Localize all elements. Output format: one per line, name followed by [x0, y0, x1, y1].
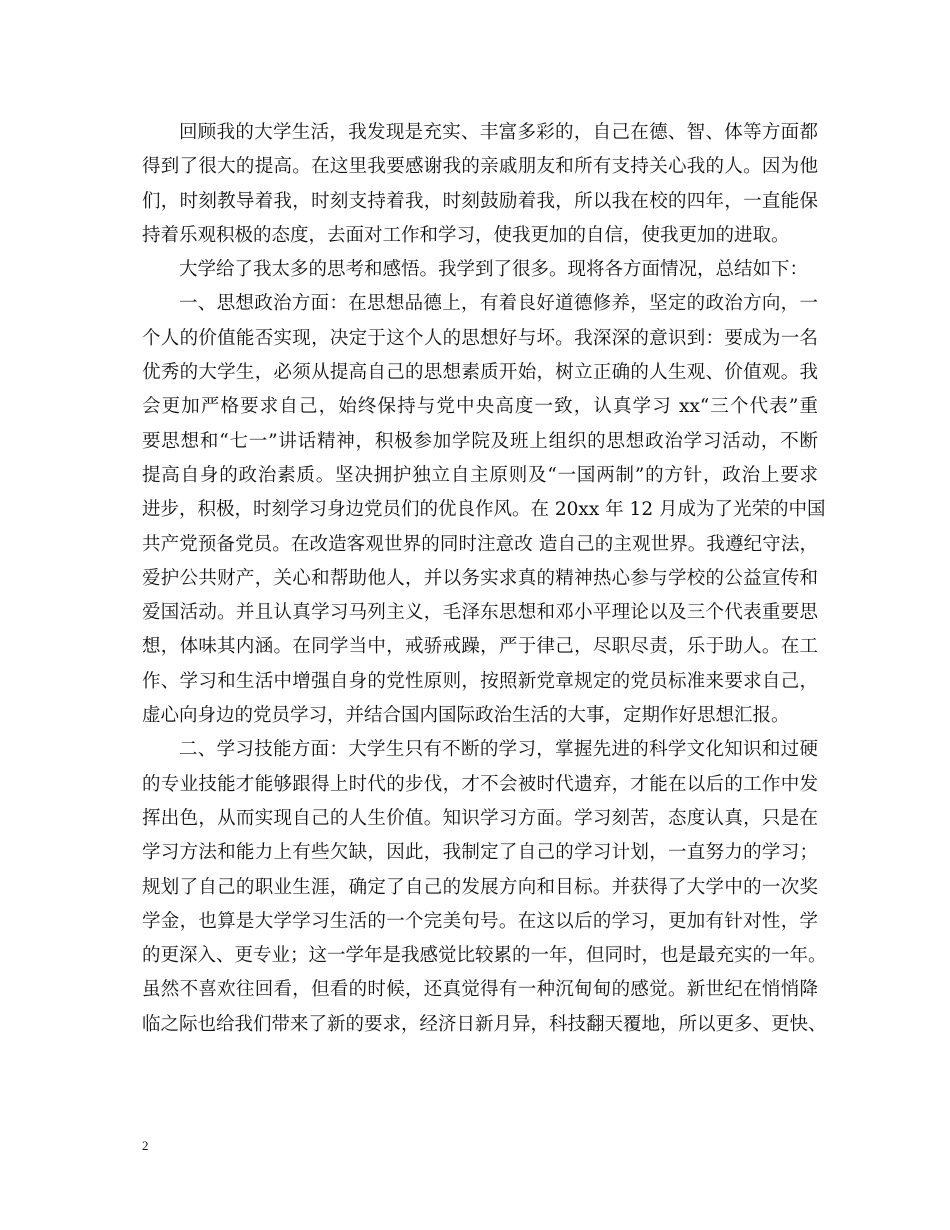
- text-line: 规划了自己的职业生涯，确定了自己的发展方向和目标。并获得了大学中的一次奖: [142, 876, 818, 898]
- document-body: [142, 116, 827, 1042]
- text-line: 的更深入、更专业；这一学年是我感觉比较累的一年，但同时，也是最充实的一年。: [142, 945, 827, 967]
- text-line: 的专业技能才能够跟得上时代的步伐，才不会被时代遗弃，才能在以后的工作中发: [142, 773, 818, 795]
- text-line: 爱国活动。并且认真学习马列主义，毛泽东思想和邓小平理论以及三个代表重要思: [142, 602, 818, 624]
- text-line: 进步，积极，时刻学习身边党员们的优良作风。在 20xx 年 12 月成为了光荣的中国: [142, 499, 826, 521]
- text-line: 得到了很大的提高。在这里我要感谢我的亲戚朋友和所有支持关心我的人。因为他: [142, 156, 818, 178]
- text-line: 回顾我的大学生活，我发现是充实、丰富多彩的，自己在德、智、体等方面都: [179, 122, 818, 143]
- text-line: 想，体味其内涵。在同学当中，戒骄戒躁，严于律己，尽职尽责，乐于助人。在工: [142, 636, 818, 658]
- text-line: 会更加严格要求自己，始终保持与党中央高度一致，认真学习 xx“三个代表”重: [142, 396, 818, 418]
- text-line: 挥出色，从而实现自己的人生价值。知识学习方面。学习刻苦，态度认真，只是在: [142, 807, 818, 829]
- text-line: 二、学习技能方面：大学生只有不断的学习，掌握先进的科学文化知识和过硬: [179, 739, 818, 761]
- text-line: 要思想和“七一”讲话精神，积极参加学院及班上组织的思想政治学习活动，不断: [142, 430, 818, 452]
- text-line: 虽然不喜欢往回看，但看的时候，还真觉得有一种沉甸甸的感觉。新世纪在悄悄降: [142, 979, 818, 1001]
- text-line: 共产党预备党员。在改造客观世界的同时注意改 造自己的主观世界。我遵纪守法，: [142, 533, 818, 555]
- text-line: 大学给了我太多的思考和感悟。我学到了很多。现将各方面情况，总结如下：: [179, 259, 809, 281]
- text-line: 们，时刻教导着我，时刻支持着我，时刻鼓励着我，所以我在校的四年，一直能保: [142, 190, 818, 212]
- text-line: 个人的价值能否实现，决定于这个人的思想好与坏。我深深的意识到：要成为一名: [142, 327, 818, 349]
- text-line: 优秀的大学生，必须从提高自己的思想素质开始，树立正确的人生观、价值观。我: [142, 362, 818, 384]
- text-line: 虚心向身边的党员学习，并结合国内国际政治生活的大事，定期作好思想汇报。: [142, 705, 790, 727]
- text-line: 学金，也算是大学学习生活的一个完美句号。在这以后的学习，更加有针对性，学: [142, 910, 818, 932]
- text-line: 持着乐观积极的态度，去面对工作和学习，使我更加的自信，使我更加的进取。: [142, 224, 790, 246]
- text-line: 爱护公共财产，关心和帮助他人，并以务实求真的精神热心参与学校的公益宣传和: [142, 567, 818, 589]
- text-line: 提高自身的政治素质。坚决拥护独立自主原则及“一国两制”的方针，政治上要求: [142, 464, 818, 486]
- page-number: 2: [142, 1138, 149, 1153]
- text-line: 临之际也给我们带来了新的要求，经济日新月异，科技翻天覆地，所以更多、更快、: [142, 1013, 827, 1035]
- text-line: 学习方法和能力上有些欠缺，因此，我制定了自己的学习计划，一直努力的学习；: [142, 842, 818, 864]
- text-line: 作、学习和生活中增强自身的党性原则，按照新党章规定的党员标准来要求自己，: [142, 670, 818, 692]
- text-line: 一、思想政治方面：在思想品德上，有着良好道德修养，坚定的政治方向，一: [179, 293, 818, 315]
